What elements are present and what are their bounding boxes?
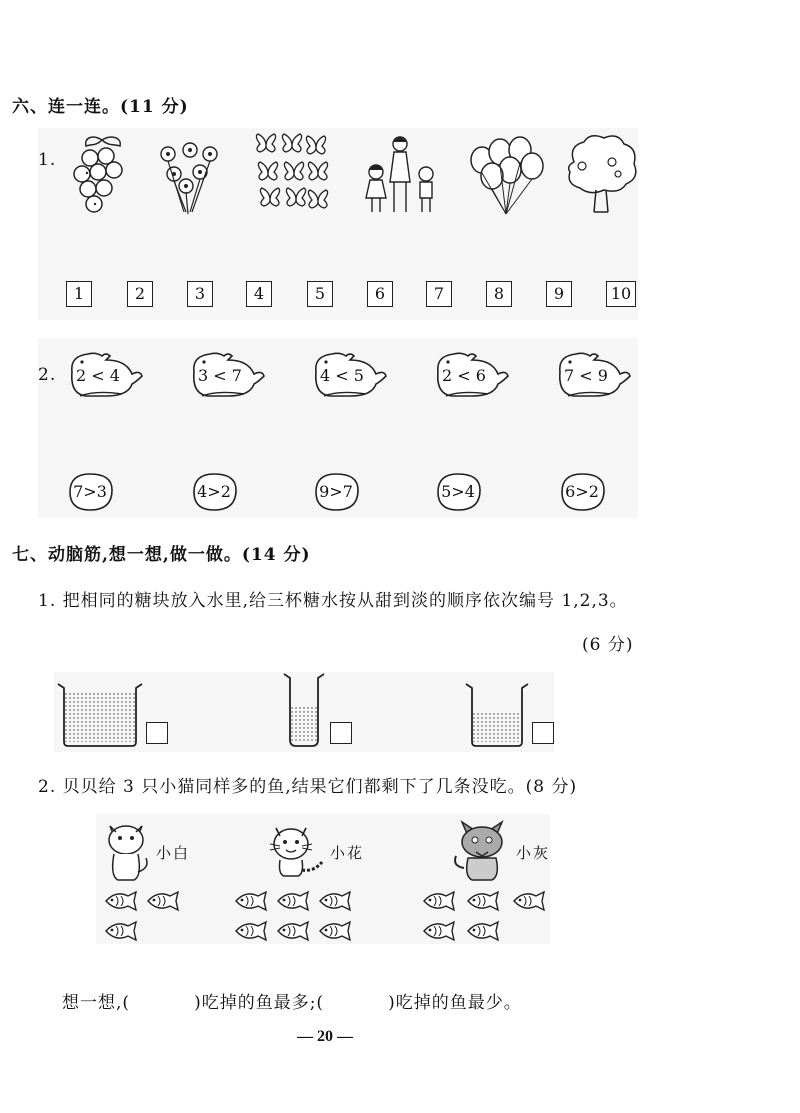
page-number: — 20 —	[297, 1028, 353, 1045]
white-cat-icon	[100, 818, 152, 882]
people-icon	[360, 132, 440, 216]
q2-label: 2.	[38, 365, 57, 385]
egg-label: 7>3	[73, 482, 107, 501]
cat-name: 小白	[156, 844, 191, 862]
cat-name: 小灰	[516, 844, 551, 862]
number-box[interactable]: 10	[606, 281, 636, 307]
q1-label: 1.	[38, 150, 57, 170]
egg-label: 9>7	[319, 482, 353, 501]
tall-cup-icon	[282, 670, 326, 748]
bird-label: 2 < 6	[442, 366, 486, 385]
q2-text: 2. 贝贝给 3 只小猫同样多的鱼,结果它们都剩下了几条没吃。(8 分)	[38, 777, 578, 797]
fish-icon	[464, 890, 502, 912]
answer-box[interactable]	[330, 722, 352, 744]
bird-label: 4 < 5	[320, 366, 364, 385]
egg-comparison[interactable]	[64, 472, 116, 512]
q1-text: 1. 把相同的糖块放入水里,给三杯糖水按从甜到淡的顺序依次编号 1,2,3。	[38, 591, 628, 611]
bird-comparison[interactable]	[432, 350, 510, 402]
grapes-icon	[62, 132, 142, 216]
spotted-cat-icon	[266, 818, 326, 878]
fish-icon	[102, 890, 140, 912]
bird-comparison[interactable]	[310, 350, 388, 402]
fish-icon	[274, 920, 312, 942]
bird-label: 2 < 4	[76, 366, 120, 385]
grey-cat-icon	[450, 816, 514, 882]
number-box[interactable]: 1	[66, 281, 92, 307]
answer-box[interactable]	[146, 722, 168, 744]
cat-name: 小花	[330, 844, 365, 862]
balloons-icon	[466, 132, 546, 216]
tree-icon	[560, 132, 640, 216]
fish-icon	[420, 920, 458, 942]
fish-icon	[144, 890, 182, 912]
number-box[interactable]: 7	[426, 281, 452, 307]
egg-label: 4>2	[197, 482, 231, 501]
fish-icon	[316, 890, 354, 912]
number-box[interactable]: 4	[246, 281, 272, 307]
egg-comparison[interactable]	[310, 472, 362, 512]
fish-icon	[420, 890, 458, 912]
fish-icon	[274, 890, 312, 912]
number-box[interactable]: 6	[367, 281, 393, 307]
bird-label: 7 < 9	[564, 366, 608, 385]
number-box[interactable]: 3	[187, 281, 213, 307]
egg-comparison[interactable]	[432, 472, 484, 512]
number-box[interactable]: 5	[307, 281, 333, 307]
egg-comparison[interactable]	[188, 472, 240, 512]
flowers-icon	[150, 132, 230, 216]
fish-icon	[102, 920, 140, 942]
wide-cup-icon	[56, 680, 144, 748]
q1-score: (6 分)	[582, 635, 634, 655]
egg-comparison[interactable]	[556, 472, 608, 512]
bird-comparison[interactable]	[188, 350, 266, 402]
fish-icon	[464, 920, 502, 942]
butterflies-icon	[252, 132, 332, 216]
egg-label: 6>2	[565, 482, 599, 501]
section7-title: 七、动脑筋,想一想,做一做。(14 分)	[12, 545, 311, 565]
bird-label: 3 < 7	[198, 366, 242, 385]
number-box[interactable]: 2	[127, 281, 153, 307]
number-box[interactable]: 9	[546, 281, 572, 307]
fish-icon	[510, 890, 548, 912]
fish-icon	[316, 920, 354, 942]
bird-comparison[interactable]	[554, 350, 632, 402]
number-box[interactable]: 8	[486, 281, 512, 307]
fish-icon	[232, 890, 270, 912]
bird-comparison[interactable]	[66, 350, 144, 402]
fish-icon	[232, 920, 270, 942]
answer-box[interactable]	[532, 722, 554, 744]
egg-label: 5>4	[441, 482, 475, 501]
medium-cup-icon	[464, 680, 530, 748]
q2-question: 想一想,( )吃掉的鱼最多;( )吃掉的鱼最少。	[62, 993, 522, 1013]
section6-title: 六、连一连。(11 分)	[12, 97, 189, 117]
